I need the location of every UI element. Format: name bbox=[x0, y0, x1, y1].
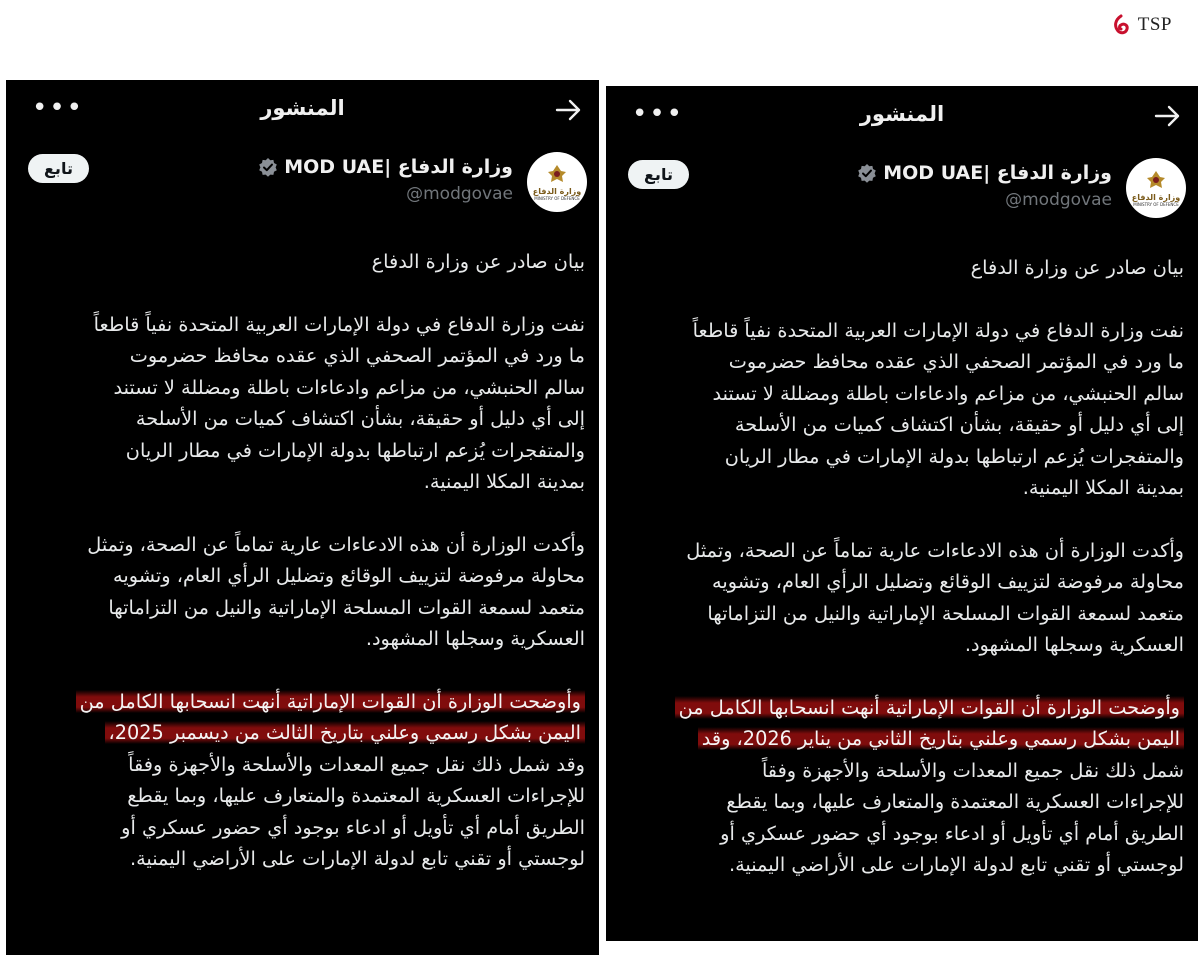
account-header bbox=[6, 152, 599, 216]
text-line: وأكدت الوزارة أن هذه الادعاءات عارية تماماً عن الصحة، وتمثل bbox=[87, 532, 585, 556]
highlighted-line bbox=[22, 717, 585, 749]
text-line: الطريق أمام أي تأويل أو ادعاء بوجود أي حضور عسكري أو bbox=[720, 821, 1184, 845]
text-line: والمتفجرات يُزعم ارتباطها بدولة الإمارات في مطار الريان bbox=[125, 438, 585, 462]
text-line: بمدينة المكلا اليمنية. bbox=[423, 470, 585, 493]
text-line: نفت وزارة الدفاع في دولة الإمارات العربية المتحدة نفياً قاطعاً bbox=[692, 318, 1184, 342]
post-paragraph-3 bbox=[22, 686, 585, 875]
top-bar bbox=[6, 80, 599, 142]
page-title: المنشور bbox=[260, 96, 345, 120]
post-screenshot-right bbox=[606, 86, 1198, 941]
text-line: بمدينة المكلا اليمنية. bbox=[1022, 476, 1184, 499]
text-line: سالم الحنبشي، من مزاعم وادعاءات باطلة ومضللة لا تستند bbox=[712, 381, 1184, 405]
verified-badge-icon bbox=[258, 157, 278, 177]
text-line: شمل ذلك نقل جميع المعدات والأسلحة والأجهزة وفقاً bbox=[761, 758, 1184, 782]
text-line: سالم الحنبشي، من مزاعم وادعاءات باطلة ومضللة لا تستند bbox=[113, 375, 585, 399]
text-line: محاولة مرفوضة لتزييف الوقائع وتضليل الرأي العام، وتشويه bbox=[712, 570, 1184, 593]
emblem-icon bbox=[545, 163, 569, 187]
account-header bbox=[606, 158, 1198, 222]
more-options-icon[interactable]: ••• bbox=[632, 99, 685, 129]
post-paragraph-1 bbox=[22, 309, 585, 498]
account-name-block bbox=[258, 156, 513, 204]
brand-watermark bbox=[1110, 14, 1172, 36]
page-title: المنشور bbox=[859, 102, 945, 126]
text-line: العسكرية وسجلها المشهود. bbox=[964, 633, 1184, 656]
text-line: متعمد لسمعة القوات المسلحة الإماراتية والنيل من التزاماتها bbox=[108, 595, 585, 619]
tsp-logo-icon bbox=[1110, 14, 1132, 36]
display-name[interactable]: وزارة الدفاع |MOD UAE bbox=[284, 156, 513, 178]
text-line: محاولة مرفوضة لتزييف الوقائع وتضليل الرأي العام، وتشويه bbox=[113, 564, 585, 587]
text-line: لوجستي أو تقني تابع لدولة الإمارات على الأراضي اليمنية. bbox=[728, 853, 1184, 876]
highlighted-line bbox=[622, 692, 1184, 724]
text-line: للإجراءات العسكرية المعتمدة والمتعارف عليها، وبما يقطع bbox=[127, 784, 585, 807]
post-paragraph-2 bbox=[22, 529, 585, 655]
display-name-row[interactable] bbox=[258, 156, 513, 178]
top-bar bbox=[606, 86, 1198, 148]
emblem-icon bbox=[1144, 169, 1168, 193]
text-line: ما ورد في المؤتمر الصحفي الذي عقده محافظ حضرموت bbox=[129, 344, 585, 367]
highlighted-line bbox=[622, 723, 1184, 755]
avatar-arabic-label: وزارة الدفاع bbox=[1131, 192, 1181, 202]
text-line: لوجستي أو تقني تابع لدولة الإمارات على الأراضي اليمنية. bbox=[129, 847, 585, 870]
highlight-text: اليمن بشكل رسمي وعلني بتاريخ الثالث من ديسمبر 2025، bbox=[105, 721, 586, 744]
avatar[interactable] bbox=[1126, 158, 1186, 218]
follow-button[interactable]: تابع bbox=[28, 154, 89, 183]
text-line: نفت وزارة الدفاع في دولة الإمارات العربية المتحدة نفياً قاطعاً bbox=[93, 312, 585, 336]
account-handle[interactable]: @modgovae bbox=[1005, 190, 1112, 210]
display-name-row[interactable] bbox=[857, 162, 1112, 184]
post-paragraph-2 bbox=[622, 535, 1184, 661]
text-line: للإجراءات العسكرية المعتمدة والمتعارف عليها، وبما يقطع bbox=[726, 790, 1184, 813]
account-name-block bbox=[857, 162, 1112, 210]
post-paragraph-1 bbox=[622, 315, 1184, 504]
text-line: إلى أي دليل أو حقيقة، بشأن اكتشاف كميات من الأسلحة bbox=[135, 407, 585, 430]
text-line: متعمد لسمعة القوات المسلحة الإماراتية والنيل من التزاماتها bbox=[707, 601, 1184, 625]
post-paragraph-3 bbox=[622, 692, 1184, 881]
brand-name: TSP bbox=[1137, 14, 1172, 35]
text-line: وقد شمل ذلك نقل جميع المعدات والأسلحة والأجهزة وفقاً bbox=[128, 752, 585, 776]
text-line: وأكدت الوزارة أن هذه الادعاءات عارية تماماً عن الصحة، وتمثل bbox=[686, 538, 1184, 562]
post-heading: بيان صادر عن وزارة الدفاع bbox=[970, 256, 1184, 279]
highlighted-line bbox=[22, 686, 585, 718]
account-handle[interactable]: @modgovae bbox=[406, 184, 513, 204]
avatar-english-label: MINISTRY OF DEFENCE bbox=[1133, 201, 1179, 207]
text-line: إلى أي دليل أو حقيقة، بشأن اكتشاف كميات من الأسلحة bbox=[734, 413, 1184, 436]
avatar-arabic-label: وزارة الدفاع bbox=[532, 186, 582, 196]
highlight-text: وأوضحت الوزارة أن القوات الإماراتية أنهت انسحابها الكامل من bbox=[76, 690, 585, 713]
post-body bbox=[22, 246, 585, 906]
avatar-english-label: MINISTRY OF DEFENCE bbox=[534, 195, 580, 201]
post-screenshot-left bbox=[6, 80, 599, 955]
display-name[interactable]: وزارة الدفاع |MOD UAE bbox=[883, 162, 1112, 184]
post-body bbox=[622, 252, 1184, 912]
post-heading: بيان صادر عن وزارة الدفاع bbox=[371, 250, 585, 273]
avatar[interactable] bbox=[527, 152, 587, 212]
more-options-icon[interactable]: ••• bbox=[32, 93, 85, 123]
verified-badge-icon bbox=[857, 163, 877, 183]
text-line: ما ورد في المؤتمر الصحفي الذي عقده محافظ حضرموت bbox=[728, 350, 1184, 373]
follow-button[interactable]: تابع bbox=[628, 160, 689, 189]
highlight-text: اليمن بشكل رسمي وعلني بتاريخ الثاني من يناير 2026، وقد bbox=[698, 727, 1184, 750]
text-line: والمتفجرات يُزعم ارتباطها بدولة الإمارات في مطار الريان bbox=[724, 444, 1184, 468]
highlight-text: وأوضحت الوزارة أن القوات الإماراتية أنهت انسحابها الكامل من bbox=[675, 696, 1184, 719]
text-line: العسكرية وسجلها المشهود. bbox=[365, 627, 585, 650]
text-line: الطريق أمام أي تأويل أو ادعاء بوجود أي حضور عسكري أو bbox=[121, 815, 585, 839]
